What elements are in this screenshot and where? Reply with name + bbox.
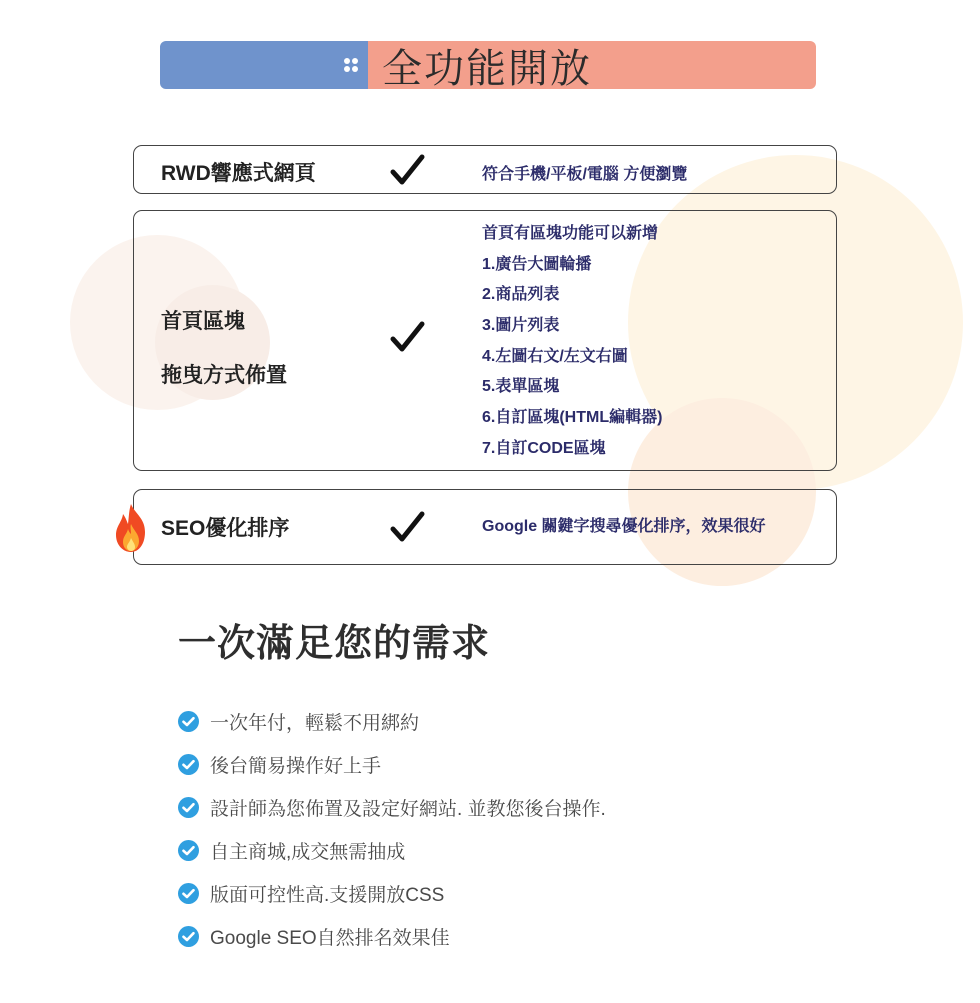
list-item: 5.表單區塊	[482, 378, 560, 396]
banner-right-block	[368, 41, 816, 89]
list-item: 7.自訂CODE區塊	[482, 439, 606, 457]
check-circle-icon	[178, 883, 199, 904]
list-item	[178, 915, 606, 958]
checkmark-icon	[389, 509, 425, 545]
feature-card-rwd	[133, 145, 837, 194]
list-item	[178, 786, 606, 829]
list-item	[178, 872, 606, 915]
list-item-text: 後台簡易操作好上手	[210, 756, 382, 777]
list-item	[178, 829, 606, 872]
feature-title: 首頁區塊	[161, 310, 245, 333]
check-circle-icon	[178, 797, 199, 818]
check-circle-icon	[178, 711, 199, 732]
checkmark-icon	[389, 319, 425, 355]
feature-description-list	[482, 223, 662, 469]
list-item-text: 版面可控性高.支援開放CSS	[210, 885, 445, 906]
feature-card-home-blocks	[133, 210, 837, 471]
feature-title: RWD響應式網頁	[161, 162, 316, 185]
check-circle-icon	[178, 840, 199, 861]
feature-banner	[160, 41, 816, 89]
feature-title: SEO優化排序	[161, 517, 290, 540]
list-item: 首頁有區塊功能可以新增	[482, 225, 659, 242]
list-item: 1.廣告大圖輪播	[482, 255, 592, 273]
benefits-list	[178, 700, 606, 958]
list-item: 4.左圖右文/左文右圖	[482, 347, 628, 365]
list-item-text: 設計師為您佈置及設定好網站. 並教您後台操作.	[210, 799, 606, 820]
list-item-text: 自主商城,成交無需抽成	[210, 842, 406, 863]
list-item-text: Google SEO自然排名效果佳	[210, 928, 450, 949]
check-circle-icon	[178, 754, 199, 775]
banner-title: 全功能開放	[382, 46, 592, 89]
feature-description: Google 關鍵字搜尋優化排序，效果很好	[482, 518, 766, 535]
list-item	[178, 743, 606, 786]
feature-title: 拖曳方式佈置	[161, 364, 287, 387]
checkmark-icon	[389, 152, 425, 188]
feature-description: 符合手機/平板/電腦 方便瀏覽	[482, 166, 688, 183]
section-title: 一次滿足您的需求	[178, 623, 491, 665]
list-item: 6.自訂區塊(HTML編輯器)	[482, 409, 663, 427]
grid-dots-icon	[344, 58, 358, 72]
list-item: 2.商品列表	[482, 286, 560, 304]
check-circle-icon	[178, 926, 199, 947]
list-item: 3.圖片列表	[482, 317, 560, 335]
feature-card-seo	[133, 489, 837, 565]
list-item-text: 一次年付，輕鬆不用綁約	[210, 713, 420, 734]
banner-left-block	[160, 41, 368, 89]
fire-icon	[111, 502, 151, 554]
list-item	[178, 700, 606, 743]
